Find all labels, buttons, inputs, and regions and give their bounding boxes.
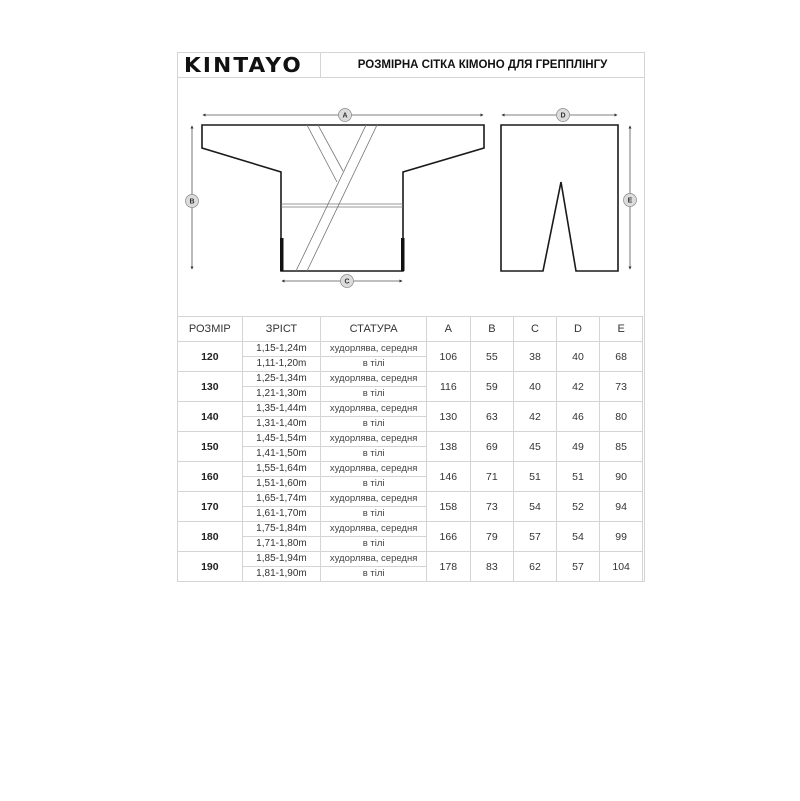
- height-range-cell: 1,65-1,74m: [242, 492, 321, 507]
- measure-a-cell: 106: [427, 342, 471, 372]
- measure-e-cell: 68: [600, 342, 643, 372]
- build-cell: в тілі: [321, 537, 427, 552]
- height-range-cell: 1,41-1,50m: [242, 447, 321, 462]
- header-c: C: [514, 317, 557, 342]
- measure-c-cell: 45: [514, 432, 557, 462]
- table-row: [178, 492, 643, 507]
- measure-a-cell: 138: [427, 432, 471, 462]
- height-range-cell: 1,61-1,70m: [242, 507, 321, 522]
- height-range-cell: 1,11-1,20m: [242, 357, 321, 372]
- build-cell: в тілі: [321, 447, 427, 462]
- height-range-cell: 1,45-1,54m: [242, 432, 321, 447]
- measure-c-cell: 54: [514, 492, 557, 522]
- table-row: [178, 462, 643, 477]
- measure-a-cell: 130: [427, 402, 471, 432]
- label-b: B: [189, 198, 195, 206]
- height-range-cell: 1,55-1,64m: [242, 462, 321, 477]
- header-d: D: [556, 317, 600, 342]
- measure-e-cell: 73: [600, 372, 643, 402]
- height-range-cell: 1,25-1,34m: [242, 372, 321, 387]
- measure-b-cell: 83: [470, 552, 514, 582]
- build-cell: в тілі: [321, 477, 427, 492]
- header-size: РОЗМІР: [178, 317, 243, 342]
- measure-a-cell: 116: [427, 372, 471, 402]
- build-cell: в тілі: [321, 357, 427, 372]
- measure-c-cell: 57: [514, 522, 557, 552]
- measure-d-cell: 54: [556, 522, 600, 552]
- measure-d-cell: 52: [556, 492, 600, 522]
- measure-b-cell: 55: [470, 342, 514, 372]
- label-e-badge: [624, 194, 637, 207]
- size-chart-sheet: [177, 52, 645, 582]
- height-range-cell: 1,21-1,30m: [242, 387, 321, 402]
- label-d-badge: [557, 109, 570, 122]
- measure-d-cell: 42: [556, 372, 600, 402]
- height-range-cell: 1,85-1,94m: [242, 552, 321, 567]
- header-b: B: [470, 317, 514, 342]
- label-a: A: [342, 112, 348, 120]
- jacket-outline: [202, 125, 484, 271]
- size-cell: 150: [178, 432, 243, 462]
- measure-d-cell: 40: [556, 342, 600, 372]
- measure-b-cell: 79: [470, 522, 514, 552]
- measure-a-cell: 146: [427, 462, 471, 492]
- measure-c-cell: 42: [514, 402, 557, 432]
- size-cell: 180: [178, 522, 243, 552]
- table-row: [178, 432, 643, 447]
- measure-b-cell: 71: [470, 462, 514, 492]
- build-cell: худорлява, середня: [321, 492, 427, 507]
- table-row: [178, 342, 643, 357]
- page-title: РОЗМІРНА СІТКА КІМОНО ДЛЯ ГРЕППЛІНГУ: [357, 59, 608, 71]
- size-cell: 190: [178, 552, 243, 582]
- build-cell: в тілі: [321, 387, 427, 402]
- label-e: E: [627, 197, 633, 205]
- header-height: ЗРІСТ: [242, 317, 321, 342]
- measure-d-cell: 49: [556, 432, 600, 462]
- pants-outline: [501, 125, 618, 271]
- measure-e-cell: 80: [600, 402, 643, 432]
- kimono-diagram: [178, 77, 644, 317]
- table-row: [178, 522, 643, 537]
- build-cell: худорлява, середня: [321, 372, 427, 387]
- header-build: СТАТУРА: [321, 317, 427, 342]
- measure-c-cell: 38: [514, 342, 557, 372]
- measure-c-cell: 51: [514, 462, 557, 492]
- height-range-cell: 1,71-1,80m: [242, 537, 321, 552]
- build-cell: худорлява, середня: [321, 552, 427, 567]
- measure-e-cell: 104: [600, 552, 643, 582]
- size-cell: 170: [178, 492, 243, 522]
- table-row: [178, 372, 643, 387]
- build-cell: в тілі: [321, 567, 427, 582]
- measure-b-cell: 59: [470, 372, 514, 402]
- header-a: A: [427, 317, 471, 342]
- size-cell: 140: [178, 402, 243, 432]
- measure-e-cell: 94: [600, 492, 643, 522]
- height-range-cell: 1,15-1,24m: [242, 342, 321, 357]
- height-range-cell: 1,81-1,90m: [242, 567, 321, 582]
- table-body: [178, 342, 643, 582]
- height-range-cell: 1,75-1,84m: [242, 522, 321, 537]
- measure-e-cell: 99: [600, 522, 643, 552]
- measure-e-cell: 90: [600, 462, 643, 492]
- header-e: E: [600, 317, 643, 342]
- size-cell: 130: [178, 372, 243, 402]
- measure-a-cell: 158: [427, 492, 471, 522]
- label-c-badge: [341, 275, 354, 288]
- label-a-badge: [339, 109, 352, 122]
- table-row: [178, 402, 643, 417]
- brand-logo: KINTAYO: [184, 53, 303, 77]
- measure-c-cell: 40: [514, 372, 557, 402]
- label-d: D: [560, 112, 566, 120]
- build-cell: худорлява, середня: [321, 342, 427, 357]
- height-range-cell: 1,51-1,60m: [242, 477, 321, 492]
- measure-c-cell: 62: [514, 552, 557, 582]
- measure-e-cell: 85: [600, 432, 643, 462]
- measure-b-cell: 73: [470, 492, 514, 522]
- build-cell: худорлява, середня: [321, 432, 427, 447]
- table-row: [178, 552, 643, 567]
- measure-d-cell: 46: [556, 402, 600, 432]
- build-cell: в тілі: [321, 507, 427, 522]
- label-b-badge: [186, 195, 199, 208]
- size-table: [177, 316, 643, 582]
- measure-d-cell: 51: [556, 462, 600, 492]
- measure-d-cell: 57: [556, 552, 600, 582]
- label-c: C: [344, 278, 350, 286]
- table-header-row: [178, 317, 643, 342]
- height-range-cell: 1,31-1,40m: [242, 417, 321, 432]
- height-range-cell: 1,35-1,44m: [242, 402, 321, 417]
- size-cell: 160: [178, 462, 243, 492]
- build-cell: худорлява, середня: [321, 462, 427, 477]
- build-cell: в тілі: [321, 417, 427, 432]
- measure-a-cell: 166: [427, 522, 471, 552]
- measure-b-cell: 63: [470, 402, 514, 432]
- size-cell: 120: [178, 342, 243, 372]
- build-cell: худорлява, середня: [321, 402, 427, 417]
- measure-b-cell: 69: [470, 432, 514, 462]
- build-cell: худорлява, середня: [321, 522, 427, 537]
- measure-a-cell: 178: [427, 552, 471, 582]
